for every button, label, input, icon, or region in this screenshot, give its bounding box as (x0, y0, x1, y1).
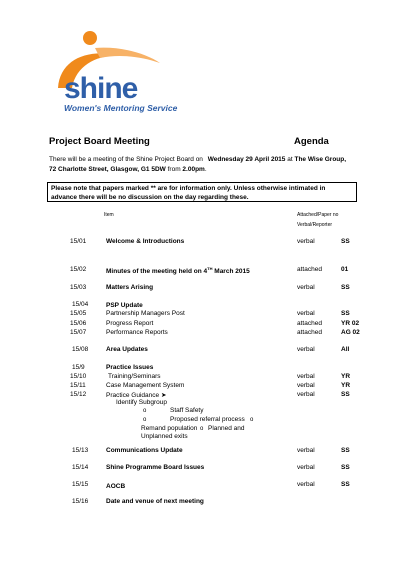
agenda-reporter: SS (341, 284, 350, 291)
guidance-bullet (200, 425, 203, 432)
agenda-item-text: Minutes of the meeting held on 4 (106, 268, 208, 276)
agenda-status: verbal (297, 382, 315, 389)
agenda-item: Progress Report (106, 320, 154, 327)
notice-line-1: Please note that papers marked ** are for information only. Unless otherwise intimated in (51, 185, 326, 192)
agenda-no: 15/12 (70, 391, 87, 398)
agenda-status: verbal (297, 284, 315, 291)
agenda-item (106, 391, 166, 399)
guidance-item: Proposed referral process (170, 416, 245, 423)
meeting-venue-address: 72 Charlotte Street, Glasgow, G1 5DW (49, 166, 166, 173)
bullet-icon: o (143, 408, 147, 414)
agenda-no: 15/06 (70, 320, 87, 327)
agenda-status: verbal (297, 373, 315, 380)
agenda-reporter: SS (341, 464, 350, 471)
guidance-item: Remand population (141, 425, 198, 432)
agenda-reporter: SS (341, 481, 350, 488)
guidance-subgroup: Identify Subgroup (116, 399, 167, 406)
agenda-reporter: SS (341, 238, 350, 245)
intro-text: There will be a meeting of the Shine Project Board on (49, 156, 203, 163)
bullet-icon: o (200, 426, 204, 432)
agenda-status: verbal (297, 481, 315, 488)
agenda-reporter: 01 (341, 266, 349, 273)
agenda-no: 15/16 (72, 498, 89, 505)
agenda-status: verbal (297, 391, 315, 398)
agenda-no: 15/01 (70, 238, 87, 245)
agenda-item-sup: TH (207, 266, 213, 271)
agenda-status: verbal (297, 447, 315, 454)
agenda-item-text-2: March 2015 (212, 268, 250, 276)
agenda-no: 15/10 (70, 373, 87, 380)
guidance-item: Unplanned exits (141, 433, 188, 440)
meeting-time: 2.00pm (182, 166, 205, 173)
agenda-item: Welcome & Introductions (106, 238, 185, 245)
agenda-reporter: SS (341, 310, 350, 317)
intro-line-2 (49, 166, 207, 173)
agenda-item: Partnership Managers Post (106, 310, 185, 317)
agenda-reporter: YR (341, 373, 351, 380)
agenda-status: attached (297, 266, 322, 273)
agenda-item (106, 266, 250, 275)
guidance-bullet (250, 416, 253, 423)
logo-tagline: Women's Mentoring Service (64, 103, 178, 113)
notice-line-2: advance there will be no discussion on the day regarding these. (51, 194, 249, 201)
agenda-item: Shine Programme Board Issues (106, 464, 205, 471)
agenda-status: attached (297, 329, 322, 336)
agenda-item: Communications Update (106, 447, 183, 454)
intro-period: . (204, 166, 207, 173)
agenda-no: 15/07 (70, 329, 87, 336)
agenda-no: 15/15 (72, 481, 89, 488)
agenda-no: 15/13 (72, 447, 89, 454)
agenda-no: 15/08 (72, 346, 89, 353)
agenda-item: Area Updates (106, 346, 148, 353)
agenda-status: attached (297, 320, 322, 327)
column-verbal: Verbal/Reporter (297, 222, 333, 228)
agenda-reporter: SS (341, 391, 350, 398)
intro-line-1 (49, 156, 346, 163)
agenda-reporter: SS (341, 447, 350, 454)
guidance-bullet (143, 416, 146, 423)
bullet-icon: o (250, 417, 254, 423)
agenda-no: 15/9 (72, 364, 85, 371)
agenda-item: Practice Issues (106, 364, 154, 371)
meeting-venue-name: The Wise Group, (294, 156, 347, 163)
agenda-no: 15/05 (70, 310, 87, 317)
page-title: Project Board Meeting (49, 136, 150, 147)
agenda-item: Performance Reports (106, 329, 168, 336)
agenda-no: 15/03 (70, 284, 87, 291)
agenda-reporter: AG 02 (341, 329, 360, 336)
agenda-item: AOCB (106, 483, 126, 490)
guidance-item: Staff Safety (170, 407, 204, 414)
agenda-item: PSP Update (106, 302, 143, 309)
bullet-icon: o (143, 417, 147, 423)
agenda-item: Date and venue of next meeting (106, 498, 204, 505)
agenda-status: verbal (297, 464, 315, 471)
agenda-heading: Agenda (294, 136, 329, 147)
information-notice (47, 182, 357, 202)
agenda-reporter: All (341, 346, 350, 353)
agenda-no: 15/04 (72, 301, 89, 308)
logo-wordmark: shine (64, 72, 138, 105)
agenda-item: Case Management System (106, 382, 185, 389)
agenda-reporter: YR (341, 382, 351, 389)
agenda-item: Matters Arising (106, 284, 154, 291)
meeting-date: Wednesday 29 April 2015 (207, 156, 286, 163)
agenda-item: Training/Seminars (108, 373, 161, 380)
agenda-item-text: Practice Guidance (106, 392, 160, 399)
agenda-no: 15/02 (70, 266, 87, 273)
agenda-reporter: YR 02 (341, 320, 360, 327)
arrow-icon: ➤ (160, 392, 167, 399)
agenda-status: verbal (297, 238, 315, 245)
agenda-no: 15/11 (70, 382, 86, 389)
column-attached: Attached/Paper no (297, 212, 339, 218)
intro-at: at (287, 156, 293, 163)
guidance-item: Planned and (208, 425, 245, 432)
intro-from: from (167, 166, 181, 173)
agenda-status: verbal (297, 310, 315, 317)
column-item: Item (104, 212, 114, 218)
agenda-status: verbal (297, 346, 315, 353)
guidance-bullet (143, 407, 146, 414)
agenda-no: 15/14 (72, 464, 89, 471)
